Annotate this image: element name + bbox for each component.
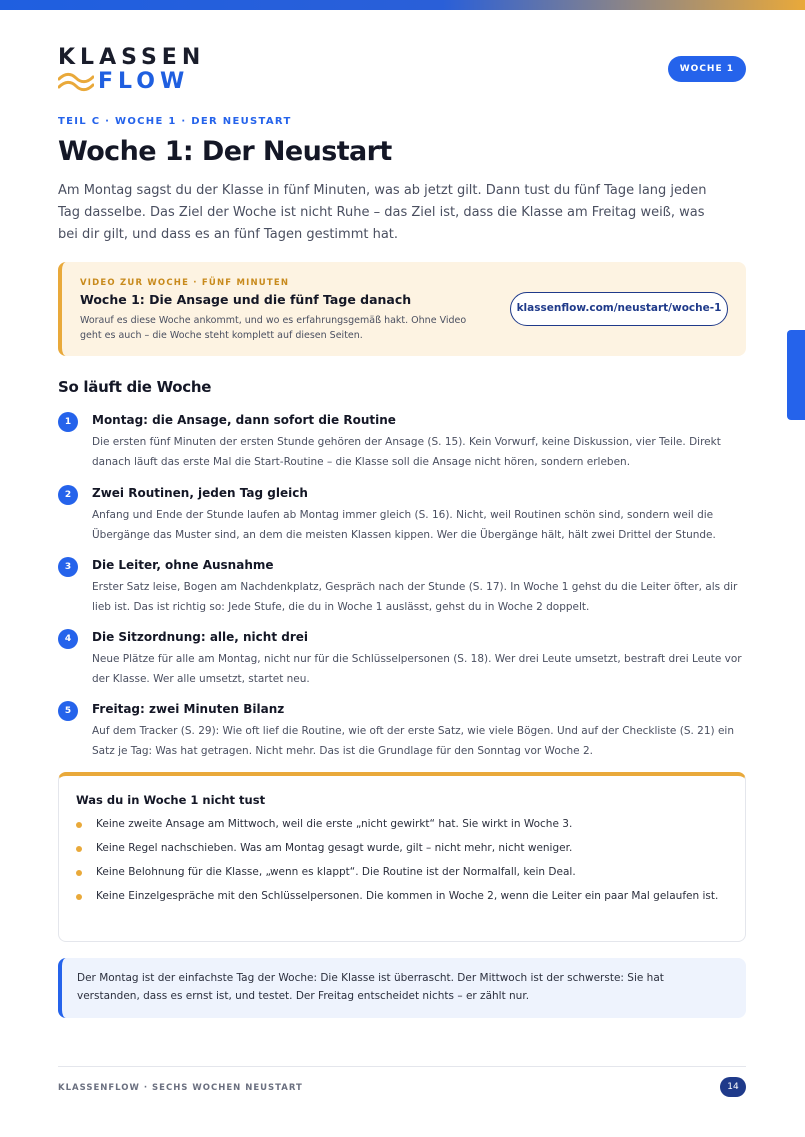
klassenflow-logo <box>58 46 205 94</box>
step-body: Neue Plätze für alle am Montag, nicht nur für die Schlüsselpersonen (S. 18). Wer drei Leute umsetzt, bestraft drei Leute vor der Klasse. Wer alle umsetzt, startet neu. <box>92 653 742 685</box>
note-callout <box>58 958 746 1018</box>
step-title: Zwei Routinen, jeden Tag gleich <box>92 486 308 500</box>
step-title: Die Leiter, ohne Ausnahme <box>92 558 274 572</box>
video-eyebrow: VIDEO ZUR WOCHE · FÜNF MINUTEN <box>80 278 290 288</box>
top-gradient-bar <box>0 0 805 10</box>
page-title: Woche 1: Der Neustart <box>58 136 392 167</box>
step-body: Die ersten fünf Minuten der ersten Stunde gehören der Ansage (S. 15). Kein Vorwurf, keine Diskussion, vier Teile. Direkt danach läuft das erste Mal die Start-Routine – die Klasse soll die Ansage nicht hören, sondern erleben. <box>92 436 721 468</box>
page-number-badge: 14 <box>720 1077 746 1097</box>
step-number-badge: 3 <box>58 557 78 577</box>
dont-do-list <box>76 816 726 912</box>
step-body: Auf dem Tracker (S. 29): Wie oft lief die Routine, wie oft der erste Satz, wie viele Bögen. Und auf der Checkliste (S. 21) ein Satz je Tag: Was hat getragen. Nicht mehr. Das ist die Grundlage für den Sonntag vor Woche 2. <box>92 725 734 757</box>
waves-icon <box>58 71 94 93</box>
side-tab-marker <box>787 330 805 420</box>
video-title: Woche 1: Die Ansage und die fünf Tage danach <box>80 292 412 307</box>
logo-wordmark-top: KLASSEN <box>58 45 206 70</box>
step-body: Anfang und Ende der Stunde laufen ab Montag immer gleich (S. 16). Nicht, weil Routinen schön sind, sondern weil die Übergänge das Muster sind, an dem die meisten Klassen kippen. Wer die Übergänge hält, hält zwei Drittel der Stunde. <box>92 509 716 541</box>
logo-wordmark-bottom: FLOW <box>98 69 190 94</box>
video-description: Worauf es diese Woche ankommt, und wo es erfahrungsgemäß hakt. Ohne Video geht es auch – die Woche steht komplett auf diesen Seiten. <box>80 315 467 341</box>
video-link-button[interactable]: klassenflow.com/neustart/woche-1 <box>510 292 728 326</box>
list-item-text: Keine Einzelgespräche mit den Schlüsselpersonen. Die kommen in Woche 2, wenn die Leiter ein paar Mal gelaufen ist. <box>96 890 719 902</box>
list-item <box>76 840 726 857</box>
step-number-badge: 2 <box>58 485 78 505</box>
bullet-dot-icon <box>76 894 82 900</box>
section-eyebrow: TEIL C · WOCHE 1 · DER NEUSTART <box>58 116 292 127</box>
list-item-text: Keine Regel nachschieben. Was am Montag gesagt wurde, gilt – nicht mehr, nicht weniger. <box>96 842 573 854</box>
step-body: Erster Satz leise, Bogen am Nachdenkplatz, Gespräch nach der Stunde (S. 17). In Woche 1 gehst du die Leiter öfter, als dir lieb ist. Das ist richtig so: Jede Stufe, die du in Woche 1 auslässt, gehst du in Woche 2 doppelt. <box>92 581 738 613</box>
step-number-badge: 4 <box>58 629 78 649</box>
step-number-badge: 5 <box>58 701 78 721</box>
step-title: Freitag: zwei Minuten Bilanz <box>92 702 285 716</box>
list-item <box>76 888 726 905</box>
step-title: Die Sitzordnung: alle, nicht drei <box>92 630 308 644</box>
bullet-dot-icon <box>76 870 82 876</box>
dont-do-callout <box>58 772 746 942</box>
list-item-text: Keine Belohnung für die Klasse, „wenn es klappt“. Die Routine ist der Normalfall, kein Deal. <box>96 866 576 878</box>
footer-divider <box>58 1066 746 1067</box>
note-text: Der Montag ist der einfachste Tag der Woche: Die Klasse ist überrascht. Der Mittwoch ist der schwerste: Sie hat verstanden, dass es ernst ist, und testet. Der Freitag entscheidet nichts – er zählt nur. <box>77 972 664 1002</box>
intro-paragraph: Am Montag sagst du der Klasse in fünf Minuten, was ab jetzt gilt. Dann tust du fünf Tage lang jeden Tag dasselbe. Das Ziel der Woche ist nicht Ruhe – das Ziel ist, dass die Klasse am Freitag weiß, was bei dir gilt, und dass es an fünf Tagen gestimmt hat. <box>58 183 707 242</box>
footer-text: KLASSENFLOW · SECHS WOCHEN NEUSTART <box>58 1083 303 1093</box>
list-item <box>76 816 726 833</box>
bullet-dot-icon <box>76 822 82 828</box>
week-badge: WOCHE 1 <box>668 56 746 82</box>
step-title: Montag: die Ansage, dann sofort die Routine <box>92 413 396 427</box>
section-title: So läuft die Woche <box>58 378 212 396</box>
dont-do-title: Was du in Woche 1 nicht tust <box>76 793 266 807</box>
video-callout <box>58 262 746 356</box>
bullet-dot-icon <box>76 846 82 852</box>
list-item-text: Keine zweite Ansage am Mittwoch, weil die erste „nicht gewirkt“ hat. Sie wirkt in Woche 3. <box>96 818 573 830</box>
step-number-badge: 1 <box>58 412 78 432</box>
list-item <box>76 864 726 881</box>
